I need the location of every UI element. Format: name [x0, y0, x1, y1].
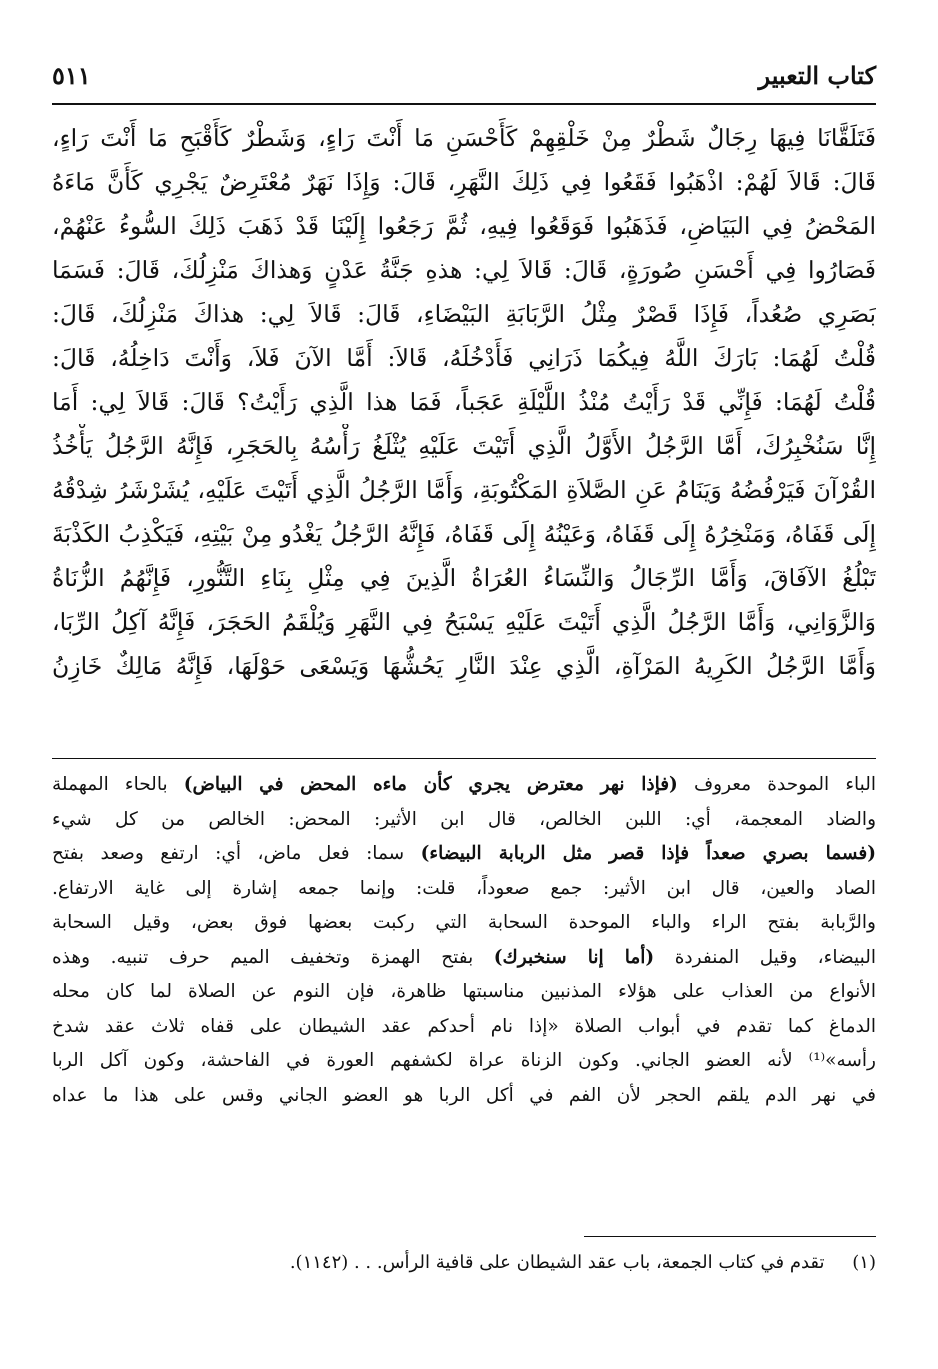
commentary-text: والضاد المعجمة، أي: اللبن الخالص، قال ابن الأثير: المحض: الخالص من كل شيء: [52, 808, 876, 830]
commentary-text: البيضاء، وقيل المنفردة: [654, 946, 876, 968]
commentary-line: [52, 1010, 876, 1045]
commentary-text: في نهر الدم يلقم الحجر لأن الفم في أكل الربا هو العضو الجاني وقس على هذا ما عداه: [52, 1084, 876, 1106]
text-line: وَأَمَّا الرَّجُلُ الكَرِيهُ المَرْآةِ، الَّذِي عِنْدَ النَّارِ يَحُشُّهَا وَيَسْعَى حَوْلَهَا، فَإِنَّهُ مَالِكٌ خَازِنُ: [52, 652, 876, 680]
commentary-line: [52, 803, 876, 838]
text-line: القُرْآنَ فَيَرْفُضُهُ وَيَنَامُ عَنِ الصَّلاَةِ المَكْتُوبَةِ، وَأَمَّا الرَّجُلُ الَّذِي أَتَيْتَ عَلَيْهِ، يُشَرْشَرُ شِدْقُهُ: [52, 476, 876, 504]
commentary-text: رأسه»⁽¹⁾ لأنه العضو الجاني. وكون الزناة عراة لكشفهم العورة في الفاحشة، وكون آكل الربا: [52, 1050, 876, 1071]
commentary-text: الباء الموحدة معروف: [677, 774, 876, 795]
commentary-text: والرَّبابة بفتح الراء والباء الموحدة السحابة التي ركبت بعضها فوق بعض، وقيل السحابة: [52, 912, 876, 933]
page-number: ٥١١: [52, 61, 91, 90]
commentary-text: سما: فعل ماض، أي: ارتفع وصعد بفتح: [52, 843, 421, 864]
commentary-text: بفتح الهمزة وتخفيف الميم حرف تنبيه. وهذه: [52, 946, 494, 968]
text-line: قُلْتُ لَهُمَا: بَارَكَ اللَّهُ فِيكُمَا ذَرَانِي فَأَدْخُلَهُ، قَالاَ: أَمَّا الآنَ فَلاَ، وَأَنْتَ دَاخِلُهُ، قَالَ:: [52, 344, 876, 372]
text-line: فَصَارُوا فِي أَحْسَنِ صُورَةٍ، قَالَ: قَالاَ لِي: هذهِ جَنَّةُ عَدْنٍ وَهذاكَ مَنْزِلُكَ، قَالَ: فَسَمَا: [52, 256, 876, 284]
commentary-line: [52, 1079, 876, 1114]
commentary-divider: [52, 758, 876, 759]
commentary-line: [52, 837, 876, 872]
quoted-phrase: (أما إنا سنخبرك): [493, 946, 655, 968]
text-line: المَحْضُ فِي البَيَاضِ، فَذَهَبُوا فَوَقَعُوا فِيهِ، ثُمَّ رَجَعُوا إِلَيْنَا قَدْ ذَهَبَ ذَلِكَ السُّوءُ عَنْهُمْ،: [52, 212, 876, 240]
footnote: [52, 1246, 876, 1280]
text-line: فَتَلَقَّانَا فِيهَا رِجَالٌ شَطْرٌ مِنْ خَلْقِهِمْ كَأَحْسَنِ مَا أَنْتَ رَاءٍ، وَشَطْرٌ كَأَقْبَحِ مَا أَنْتَ رَاءٍ،: [52, 124, 876, 152]
footnote-divider: [584, 1236, 876, 1237]
commentary-line: [52, 872, 876, 907]
commentary-line: [52, 941, 876, 976]
text-line: إِلَى قَفَاهُ، وَمَنْخِرُهُ إِلَى قَفَاهُ، وَعَيْنُهُ إِلَى قَفَاهُ، فَإِنَّهُ الرَّجُلُ يَغْدُو مِنْ بَيْتِهِ، فَيَكْذِبُ الكَذْبَةَ: [52, 520, 876, 548]
commentary-line: [52, 768, 876, 803]
commentary-line: [52, 906, 876, 941]
commentary-text: بالحاء المهملة: [52, 774, 184, 795]
footnote-text: تقدم في كتاب الجمعة، باب عقد الشيطان على قافية الرأس. . . (١١٤٢).: [289, 1252, 825, 1273]
hadith-text: [52, 116, 876, 688]
text-line: إِنَّا سَنُخْبِرُكَ، أَمَّا الرَّجُلُ الأَوَّلُ الَّذِي أَتَيْتَ عَلَيْهِ يُثْلَغُ رَأْسُهُ بِالحَجَرِ، فَإِنَّهُ الرَّجُلُ يَأْخُذُ: [52, 432, 876, 460]
commentary-line: [52, 1044, 876, 1079]
commentary-line: [52, 975, 876, 1010]
commentary-block: [52, 768, 876, 1113]
commentary-text: الأنواع من العذاب على هؤلاء المذنبين مناسبتها ظاهرة، فإن النوم عن الصلاة لما كان محله: [52, 981, 876, 1002]
commentary-text: الصاد والعين، قال ابن الأثير: جمع صعوداً، قلت: وإنما جمعه إشارة إلى غاية الارتفاع.: [52, 877, 876, 899]
text-line: قُلْتُ لَهُمَا: فَإِنِّي قَدْ رَأَيْتُ مُنْذُ اللَّيْلَةِ عَجَباً، فَمَا هذا الَّذِي رَأَيْتُ؟ قَالَ: قَالاَ لِي: أَمَا: [52, 388, 876, 416]
text-line: بَصَرِي صُعُداً، فَإِذَا قَصْرٌ مِثْلُ الرَّبَابَةِ البَيْضَاءِ، قَالَ: قَالاَ لِي: هذاكَ مَنْزِلُكَ، قَالَ:: [52, 300, 876, 328]
header-rule: [52, 103, 876, 105]
quoted-phrase: (فسما بصري صعداً فإذا قصر مثل الربابة البيضاء): [420, 843, 876, 864]
quoted-phrase: (فإذا نهر معترض يجري كأن ماءه المحض في البياض): [183, 774, 678, 795]
text-line: وَالزَّوَانِي، وَأَمَّا الرَّجُلُ الَّذِي أَتَيْتَ عَلَيْهِ يَسْبَحُ فِي النَّهَرِ وَيُلْقَمُ الحَجَرَ، فَإِنَّهُ آكِلُ الرِّبَا،: [52, 608, 876, 636]
page-header: [52, 56, 876, 100]
footnote-marker: (١): [852, 1252, 876, 1273]
text-line: تَبْلُغُ الآفَاقَ، وَأَمَّا الرِّجَالُ وَالنِّسَاءُ العُرَاةُ الَّذِينَ فِي مِثْلِ بِنَاءِ التَّنُّورِ، فَإِنَّهُمُ الزُّنَاةُ: [52, 564, 876, 592]
text-line: قَالَ: قَالاَ لَهُمْ: اذْهَبُوا فَقَعُوا فِي ذَلِكَ النَّهَرِ، قَالَ: وَإِذَا نَهَرٌ مُعْتَرِضٌ يَجْرِي كَأَنَّ مَاءَهُ: [52, 168, 876, 196]
commentary-text: الدماغ كما تقدم في أبواب الصلاة «إذا نام أحدكم عقد الشيطان على قفاه ثلاث عقد شدخ: [52, 1015, 876, 1037]
running-title: كتاب التعبير: [758, 61, 876, 90]
